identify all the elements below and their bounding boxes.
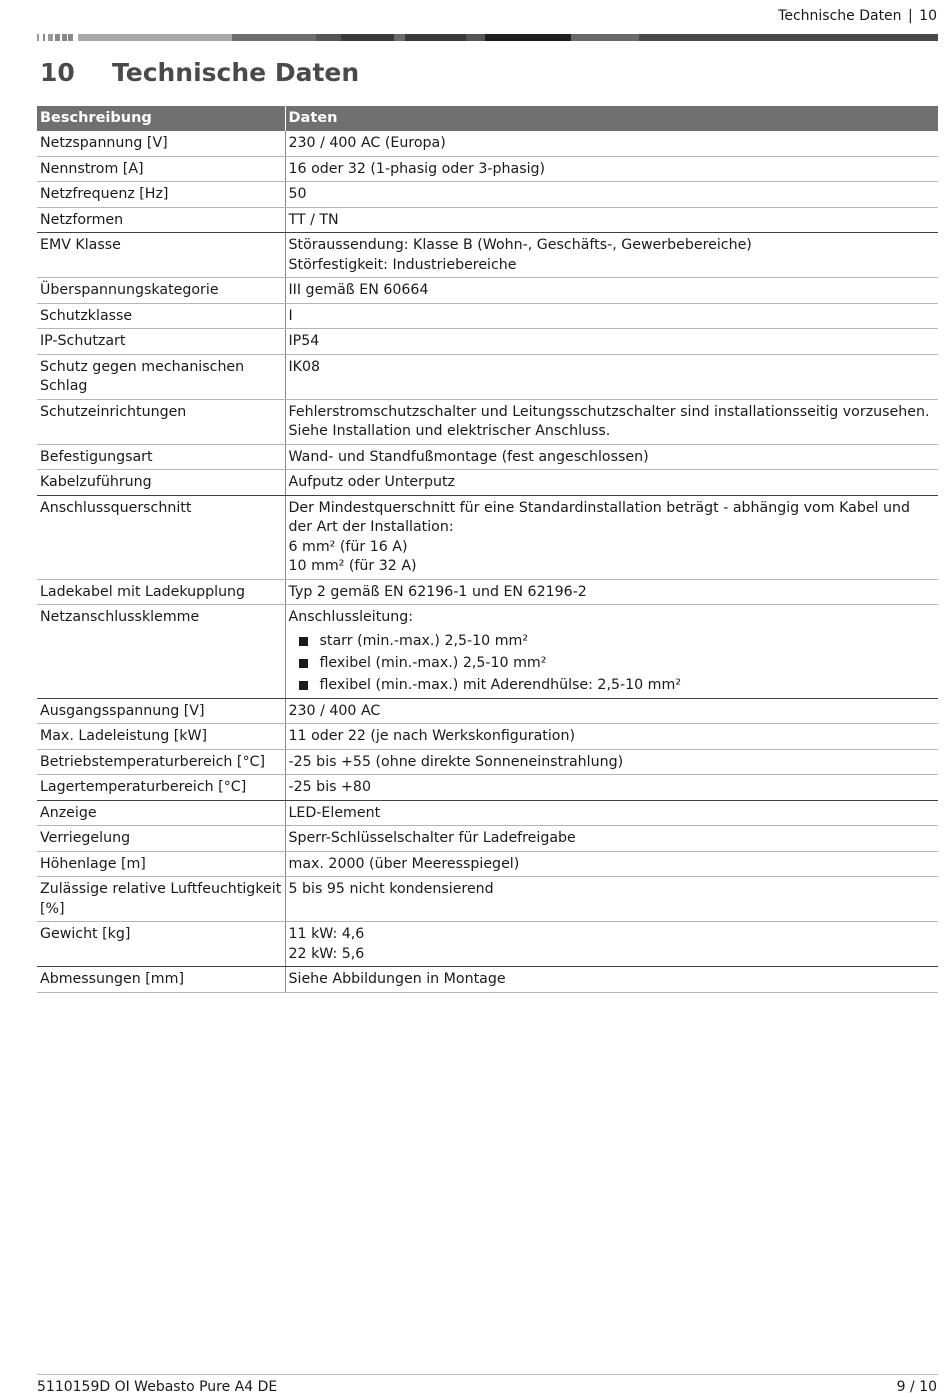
running-header-section: Technische Daten xyxy=(778,8,902,24)
table-row xyxy=(37,698,938,724)
row-value xyxy=(285,354,938,399)
table-row xyxy=(37,749,938,775)
row-label: Kabelzuführung xyxy=(37,470,285,496)
row-value xyxy=(285,605,938,699)
bullet-item: flexibel (min.-max.) 2,5-10 mm² xyxy=(299,652,936,674)
value-line: Anschlussleitung: xyxy=(288,609,414,625)
row-label: Schutz gegen mechanischen Schlag xyxy=(37,354,285,399)
value-line: Aufputz oder Unterputz xyxy=(288,474,455,490)
value-line: LED-Element xyxy=(288,804,381,821)
table-row xyxy=(37,800,938,826)
row-value xyxy=(285,877,938,922)
row-value xyxy=(285,399,938,444)
row-label: Überspannungskategorie xyxy=(37,278,285,304)
table-row xyxy=(37,579,938,605)
table-row xyxy=(37,399,938,444)
row-label: Netzfrequenz [Hz] xyxy=(37,182,285,208)
row-label: Lagertemperaturbereich [°C] xyxy=(37,775,285,801)
footer-rule xyxy=(37,1374,938,1375)
value-line: -25 bis +80 xyxy=(288,779,371,795)
value-line: Siehe Abbildungen in Montage xyxy=(288,971,506,987)
table-row xyxy=(37,922,938,967)
table-row xyxy=(37,207,938,233)
table-row xyxy=(37,233,938,278)
row-value xyxy=(285,444,938,470)
row-label: Netzanschlussklemme xyxy=(37,605,285,699)
row-value xyxy=(285,278,938,304)
value-line: 230 / 400 AC (Europa) xyxy=(288,135,446,151)
table-row xyxy=(37,131,938,156)
value-line: IP54 xyxy=(288,333,320,349)
value-line: Typ 2 gemäß EN 62196-1 und EN 62196-2 xyxy=(288,583,587,600)
row-value xyxy=(285,329,938,355)
value-line: Störfestigkeit: Industriebereiche xyxy=(288,256,517,273)
column-header-description: Beschreibung xyxy=(37,106,285,131)
table-row xyxy=(37,775,938,801)
table-row xyxy=(37,877,938,922)
row-label: Netzformen xyxy=(37,207,285,233)
footer-page-number: 9 / 10 xyxy=(896,1379,937,1395)
table-body xyxy=(37,131,938,992)
row-label: Abmessungen [mm] xyxy=(37,967,285,993)
table-row xyxy=(37,470,938,496)
row-value xyxy=(285,749,938,775)
value-line: 11 oder 22 (je nach Werkskonfiguration) xyxy=(288,728,576,744)
value-line: 6 mm² (für 16 A) xyxy=(288,538,408,555)
table-row xyxy=(37,354,938,399)
value-line: 22 kW: 5,6 xyxy=(288,945,365,962)
value-line: 230 / 400 AC xyxy=(288,702,381,719)
row-label: Höhenlage [m] xyxy=(37,851,285,877)
table-row xyxy=(37,724,938,750)
row-label: Max. Ladeleistung [kW] xyxy=(37,724,285,750)
footer-document-id: 5110159D OI Webasto Pure A4 DE xyxy=(37,1379,278,1395)
row-label: EMV Klasse xyxy=(37,233,285,278)
bullet-list xyxy=(289,630,936,696)
value-line: Störaussendung: Klasse B (Wohn-, Geschäfts-, Gewerbebereiche) xyxy=(288,237,752,253)
row-label: Verriegelung xyxy=(37,826,285,852)
row-value xyxy=(285,826,938,852)
running-header-separator: | xyxy=(908,8,913,24)
table-row xyxy=(37,826,938,852)
row-label: Nennstrom [A] xyxy=(37,156,285,182)
row-label: Ausgangsspannung [V] xyxy=(37,698,285,724)
table-row xyxy=(37,329,938,355)
header-decoration-bar xyxy=(37,34,938,41)
row-label: Schutzklasse xyxy=(37,303,285,329)
row-value xyxy=(285,775,938,801)
row-label: Anschlussquerschnitt xyxy=(37,495,285,579)
table-row xyxy=(37,182,938,208)
row-label: IP-Schutzart xyxy=(37,329,285,355)
value-line: Fehlerstromschutzschalter und Leitungsschutzschalter sind installationsseitig vorzusehen. Siehe Installation und elektrischer Anschluss. xyxy=(288,403,930,439)
row-label: Netzspannung [V] xyxy=(37,131,285,156)
table-row xyxy=(37,605,938,699)
row-value xyxy=(285,182,938,208)
row-label: Schutzeinrichtungen xyxy=(37,399,285,444)
technical-data-table xyxy=(37,106,938,993)
value-line: max. 2000 (über Meeresspiegel) xyxy=(288,855,520,872)
row-label: Betriebstemperaturbereich [°C] xyxy=(37,749,285,775)
value-line: Sperr-Schlüsselschalter für Ladefreigabe xyxy=(288,830,576,846)
row-value xyxy=(285,233,938,278)
table-row xyxy=(37,156,938,182)
row-label: Zulässige relative Luftfeuchtigkeit [%] xyxy=(37,877,285,922)
row-value xyxy=(285,495,938,579)
row-value xyxy=(285,851,938,877)
table-header-row xyxy=(37,106,938,131)
value-line: 5 bis 95 nicht kondensierend xyxy=(288,881,494,897)
value-line: 10 mm² (für 32 A) xyxy=(288,558,417,574)
row-label: Gewicht [kg] xyxy=(37,922,285,967)
row-label: Befestigungsart xyxy=(37,444,285,470)
row-value xyxy=(285,131,938,156)
table-row xyxy=(37,851,938,877)
table-row xyxy=(37,444,938,470)
running-header-chapter-number: 10 xyxy=(919,8,937,24)
table-row xyxy=(37,278,938,304)
value-line: III gemäß EN 60664 xyxy=(288,282,429,298)
bullet-item: starr (min.-max.) 2,5-10 mm² xyxy=(299,630,936,652)
value-line: I xyxy=(288,307,293,324)
running-header xyxy=(778,8,937,24)
row-value xyxy=(285,698,938,724)
chapter-heading xyxy=(40,58,359,87)
value-line: TT / TN xyxy=(288,211,339,228)
row-value xyxy=(285,579,938,605)
row-value xyxy=(285,470,938,496)
column-header-data: Daten xyxy=(285,106,938,131)
value-line: -25 bis +55 (ohne direkte Sonneneinstrahlung) xyxy=(288,753,624,770)
row-value xyxy=(285,724,938,750)
value-line: IK08 xyxy=(288,358,321,375)
value-line: Wand- und Standfußmontage (fest angeschlossen) xyxy=(288,448,649,465)
row-label: Anzeige xyxy=(37,800,285,826)
chapter-title: Technische Daten xyxy=(112,58,360,87)
table-row xyxy=(37,495,938,579)
row-label: Ladekabel mit Ladekupplung xyxy=(37,579,285,605)
table-row xyxy=(37,303,938,329)
value-line: 50 xyxy=(288,186,307,202)
chapter-number: 10 xyxy=(40,58,75,87)
row-value xyxy=(285,922,938,967)
value-line: 11 kW: 4,6 xyxy=(288,926,365,942)
table-row xyxy=(37,967,938,993)
value-line: Der Mindestquerschnitt für eine Standardinstallation beträgt - abhängig vom Kabel und der Art der Installation: xyxy=(288,499,910,535)
row-value xyxy=(285,800,938,826)
row-value xyxy=(285,967,938,993)
bullet-item: flexibel (min.-max.) mit Aderendhülse: 2,5-10 mm² xyxy=(299,674,936,696)
value-line: 16 oder 32 (1-phasig oder 3-phasig) xyxy=(288,160,546,177)
row-value xyxy=(285,156,938,182)
row-value xyxy=(285,207,938,233)
row-value xyxy=(285,303,938,329)
